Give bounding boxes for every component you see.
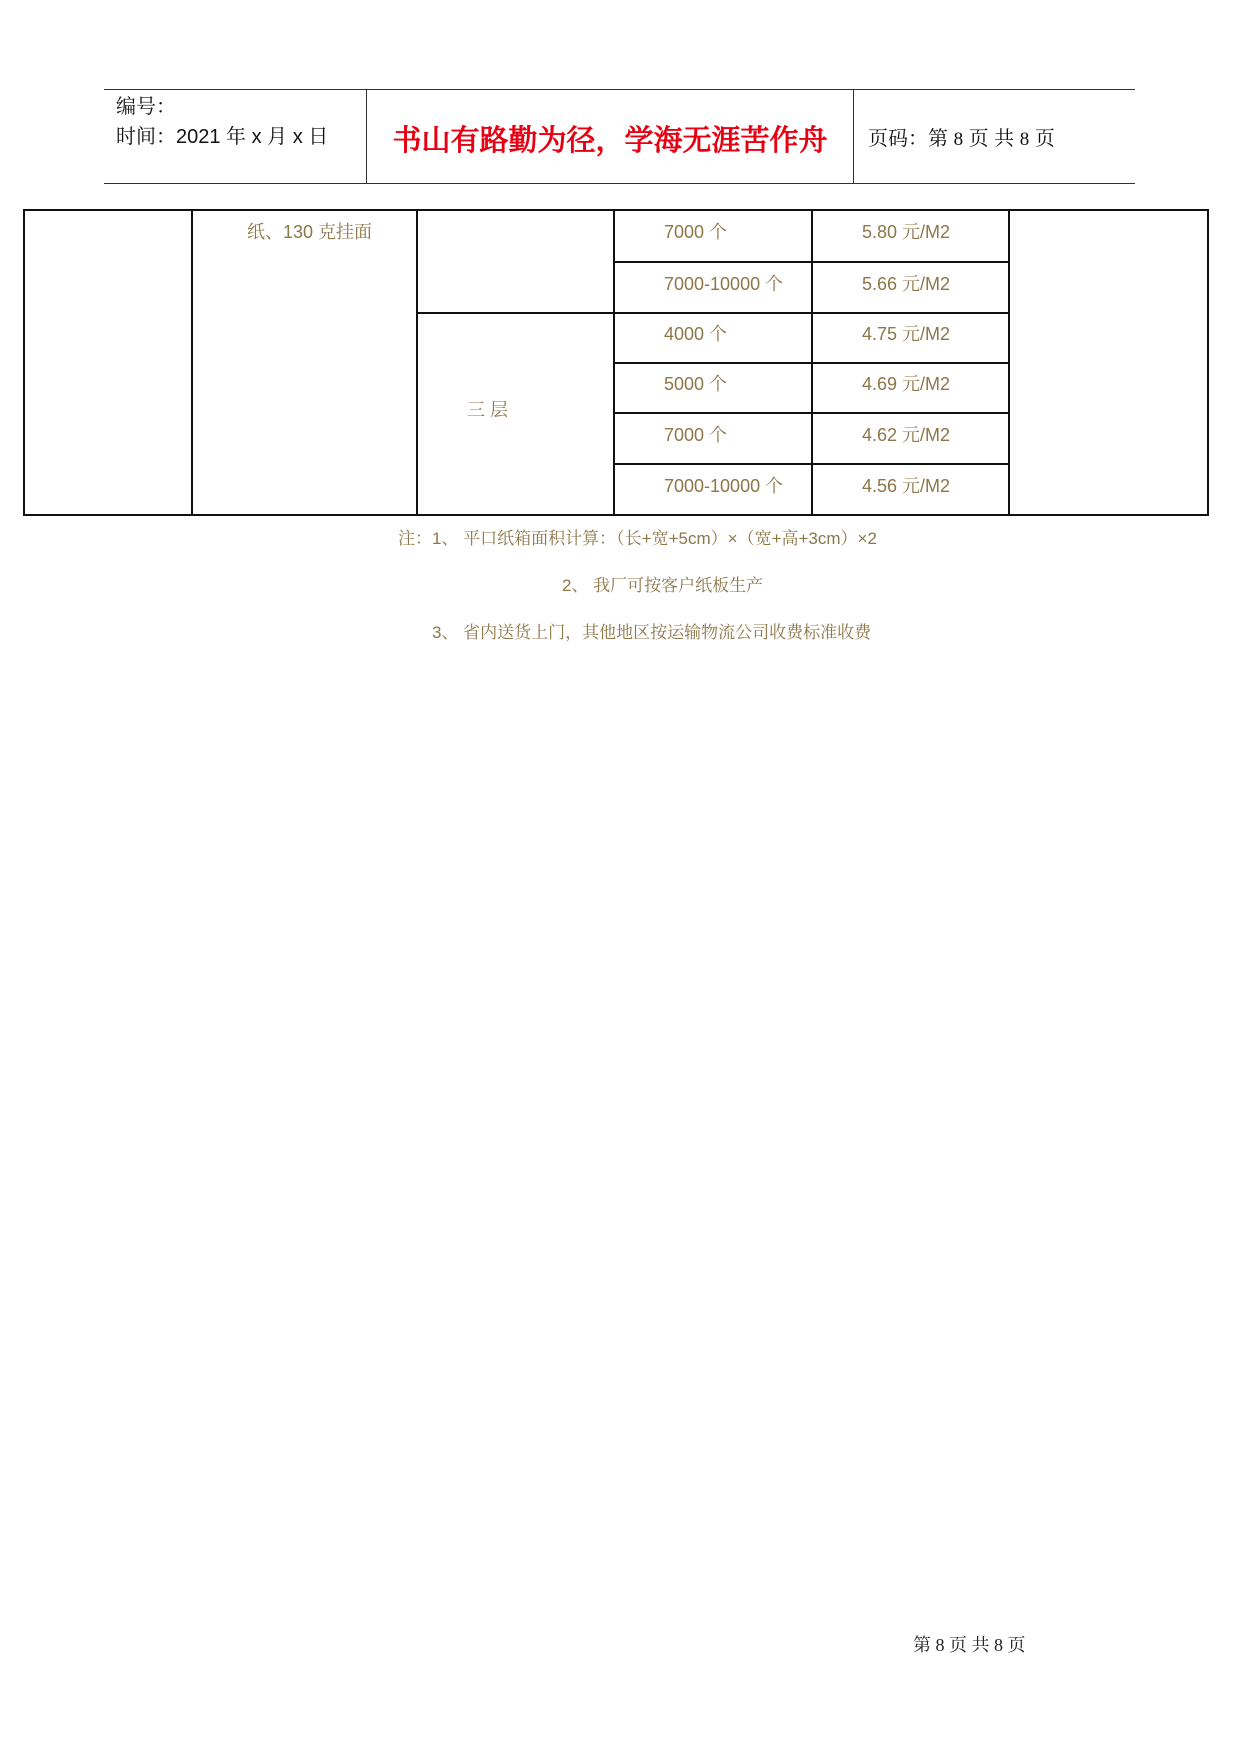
- table-border-right: [1207, 209, 1209, 516]
- note-line: 注：1、 平口纸箱面积计算：（长+宽+5cm）×（宽+高+3cm）×2: [398, 529, 877, 548]
- serial-number-label: 编号：: [116, 96, 176, 118]
- table-border-left: [23, 209, 25, 516]
- column-divider: [191, 209, 193, 516]
- quantity-cell: 7000-10000 个: [664, 476, 784, 496]
- price-cell: 5.66 元/M2: [862, 274, 951, 294]
- table-border-bottom: [23, 514, 1209, 516]
- page-footer: 第 8 页 共 8 页: [913, 1635, 1026, 1655]
- page-current: 8: [953, 129, 964, 150]
- quantity-cell: 4000 个: [664, 324, 728, 344]
- price-cell: 4.56 元/M2: [862, 476, 951, 496]
- quantity-cell: 7000 个: [664, 222, 728, 242]
- price-cell: 5.80 元/M2: [862, 222, 951, 242]
- note-line: 2、 我厂可按客户纸板生产: [562, 576, 764, 595]
- material-cell: 纸、130 克挂面: [247, 222, 373, 242]
- date-label: 时间：2021 年 x 月 x 日: [116, 126, 329, 148]
- note-line: 3、 省内送货上门，其他地区按运输物流公司收费标准收费: [432, 623, 872, 642]
- price-cell: 4.75 元/M2: [862, 324, 951, 344]
- page-total: 8: [1019, 129, 1030, 150]
- table-border-top: [23, 209, 1209, 211]
- row-divider: [613, 463, 1010, 465]
- layer-cell: 三 层: [467, 400, 509, 420]
- row-divider: [613, 362, 1010, 364]
- row-divider: [613, 412, 1010, 414]
- page-prefix: 页码：第: [868, 128, 948, 150]
- header-meta: [116, 92, 328, 152]
- price-cell: 4.62 元/M2: [862, 425, 951, 445]
- quantity-cell: 5000 个: [664, 374, 728, 394]
- header-motto: 书山有路勤为径，学海无涯苦作舟: [392, 123, 828, 157]
- header-page-info: [868, 122, 1055, 151]
- page-mid: 页 共: [968, 128, 1015, 150]
- quantity-cell: 7000 个: [664, 425, 728, 445]
- price-cell: 4.69 元/M2: [862, 374, 951, 394]
- header-divider: [853, 90, 854, 183]
- quantity-cell: 7000-10000 个: [664, 274, 784, 294]
- row-divider: [613, 261, 1010, 263]
- row-divider: [416, 312, 1010, 314]
- page-suffix: 页: [1034, 128, 1055, 150]
- page-header: [104, 89, 1135, 184]
- column-divider: [416, 209, 418, 516]
